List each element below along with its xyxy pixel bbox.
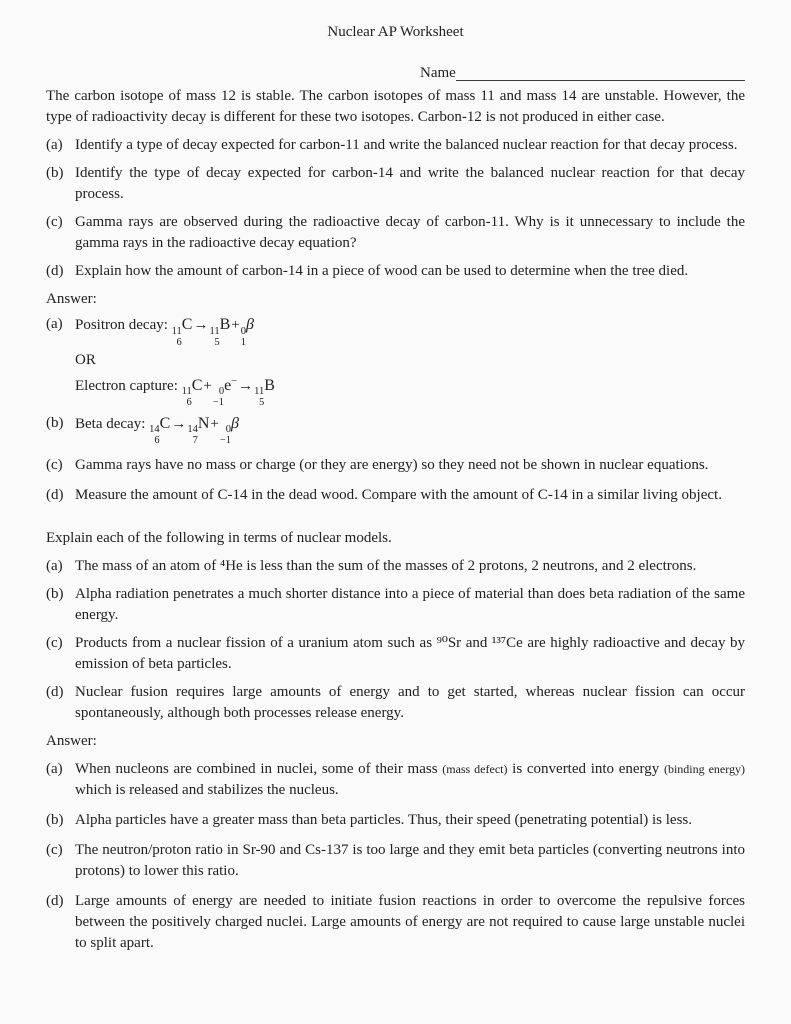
answer-2c [46,840,745,882]
name-label: Name [420,65,456,81]
or-label: OR [75,351,96,368]
question-label: (a) [46,137,63,153]
element-symbol: C [191,376,203,394]
plus-operator: + [231,317,240,333]
answer-1c [46,455,745,476]
element-symbol: B [264,376,275,394]
mass-number: 14 [187,424,198,436]
plus-operator: + [210,415,219,432]
nuclide-numbers [213,386,224,408]
answer-label: (b) [46,414,64,431]
question-label: (c) [46,214,63,230]
answer-text [75,314,745,348]
mass-number: 0 [218,386,225,398]
page-title: Nuclear AP Worksheet [327,24,464,40]
mass-defect-note: (mass defect) [442,762,508,777]
section2-question-b [46,584,745,626]
answer-label: (c) [46,457,63,474]
beta-symbol: β [245,316,254,333]
section2-question-d [46,682,745,724]
atomic-number: 5 [258,397,265,409]
answer-label: (b) [46,812,64,829]
section2-question-a [46,556,745,577]
question-label: (d) [46,684,64,701]
element-symbol: e [224,376,232,394]
section1-question-a [46,135,745,156]
answer-text [75,759,745,801]
question-label: (b) [46,586,64,603]
element-symbol: C [159,414,171,432]
atomic-number: 1 [240,336,246,348]
answer-2d [46,891,745,954]
mass-number: 0 [225,424,232,436]
answer-2b [46,810,745,831]
beta-decay-label: Beta decay: [75,415,146,432]
beta-decay-equation [149,414,239,447]
question-text: Nuclear fusion requires large amounts of energy and to get started, whereas nuclear fission can occur spontaneously, although both processes release energy. [75,684,745,722]
mass-number: 11 [209,325,220,337]
question-text: Gamma rays are observed during the radioactive decay of carbon-11. Why is it unnecessary to include the gamma rays in the radioactive decay equation? [75,214,745,251]
section1-answer-heading: Answer: [46,291,97,307]
nuclide-numbers [209,326,219,348]
nuclide-beta-particle [219,414,239,447]
answer-text: Alpha particles have a greater mass than beta particles. Thus, their speed (penetrating potential) is less. [75,812,693,829]
question-text: The mass of an atom of ⁴He is less than the sum of the masses of 2 protons, 2 neutrons, and 2 electrons. [75,558,697,575]
arrow-operator: → [171,415,187,432]
question-label: (b) [46,165,64,181]
answer-beta-decay [46,413,745,447]
element-symbol: N [197,414,210,432]
answer-label: (c) [46,842,63,859]
binding-energy-note: (binding energy) [663,762,746,777]
nuclide-positron [240,316,254,348]
section1-intro: The carbon isotope of mass 12 is stable. The carbon isotopes of mass 11 and mass 14 are unstable. However, the type of radioactivity decay is different for these two isotopes. Carbon-12 is not produced in either case. [46,88,745,125]
answer-text-part: When nucleons are combined in nuclei, some of their mass [75,761,443,778]
name-row [420,63,745,84]
answer-1d [46,485,745,506]
nuclide-boron-11 [254,376,275,409]
answer-text: The neutron/proton ratio in Sr-90 and Cs-137 is too large and they emit beta particles (converting neutrons into protons) to lower this ratio. [75,842,745,880]
plus-operator: + [203,377,212,394]
nuclide-numbers [172,326,182,348]
nuclide-carbon-11 [181,376,203,409]
mass-number: 0 [240,325,246,337]
section2-question-c [46,633,745,675]
nuclide-carbon-11 [171,316,193,348]
atomic-number: −1 [212,397,225,409]
atomic-number: 6 [186,397,192,409]
answer-label: (a) [46,761,63,778]
question-label: (d) [46,263,64,279]
answer-text: Measure the amount of C-14 in the dead wood. Compare with the amount of C-14 in a similar living object. [75,487,722,504]
question-label: (c) [46,635,63,652]
answer-label: (d) [46,487,64,504]
question-text: Identify the type of decay expected for carbon-14 and write the balanced nuclear reaction for that decay process. [75,165,745,202]
answer-text [75,413,745,447]
nuclide-nitrogen-14 [187,414,210,447]
answer-label: (d) [46,893,64,910]
positron-decay-label: Positron decay: [75,317,168,333]
positron-decay-equation [171,316,254,348]
nuclide-numbers [182,386,192,408]
section2-intro: Explain each of the following in terms of nuclear models. [46,530,392,547]
mass-number: 11 [254,386,265,398]
answer-electron-capture [75,375,745,409]
question-text: Products from a nuclear fission of a uranium atom such as ⁹⁰Sr and ¹³⁷Ce are highly radioactive and decay by emission of beta particles. [75,635,745,673]
mass-number: 11 [171,325,182,337]
nuclide-electron [212,375,238,409]
question-text: Explain how the amount of carbon-14 in a piece of wood can be used to determine when the tree died. [75,263,689,279]
charge-superscript: − [231,375,238,387]
mass-number: 11 [181,386,192,398]
answer-text: Large amounts of energy are needed to initiate fusion reactions in order to overcome the repulsive forces between the positively charged nuclei. Large amounts of energy are not required to cause large unstable nuclei to split apart. [75,893,745,952]
beta-symbol: β [231,414,239,432]
answer-text: Gamma rays have no mass or charge (or they are energy) so they need not be shown in nuclear equations. [75,457,709,474]
atomic-number: 6 [176,336,182,348]
atomic-number: 6 [154,435,160,447]
answer-text-part: is converted into energy [507,761,664,778]
atomic-number: −1 [219,435,232,447]
nuclide-carbon-14 [149,414,171,447]
answer-text-part: which is released and stabilizes the nucleus. [75,782,339,799]
element-symbol: C [181,316,193,333]
nuclide-numbers [254,386,264,408]
arrow-operator: → [193,317,209,333]
nuclide-boron-11 [209,316,231,348]
question-text: Alpha radiation penetrates a much shorter distance into a piece of material than does beta radiation of the same energy. [75,586,745,624]
question-label: (a) [46,558,63,575]
answer-label: (a) [46,316,63,332]
section1-question-b [46,163,745,205]
nuclide-numbers [149,424,160,446]
atomic-number: 5 [214,336,220,348]
name-blank-line [456,65,745,81]
atomic-number: 7 [192,435,198,447]
element-symbol: B [219,316,231,333]
section1-question-d [46,261,745,282]
arrow-operator: → [238,377,254,394]
answer-2a [46,759,745,801]
mass-number: 14 [149,424,160,436]
nuclide-numbers [187,424,198,446]
electron-capture-label: Electron capture: [75,377,178,394]
question-text: Identify a type of decay expected for carbon-11 and write the balanced nuclear reaction for that decay process. [75,137,738,153]
answer-positron-decay [46,314,745,348]
nuclide-numbers [220,424,231,446]
section1-question-c [46,212,745,254]
electron-capture-equation [181,375,275,409]
section2-answer-heading: Answer: [46,733,97,750]
